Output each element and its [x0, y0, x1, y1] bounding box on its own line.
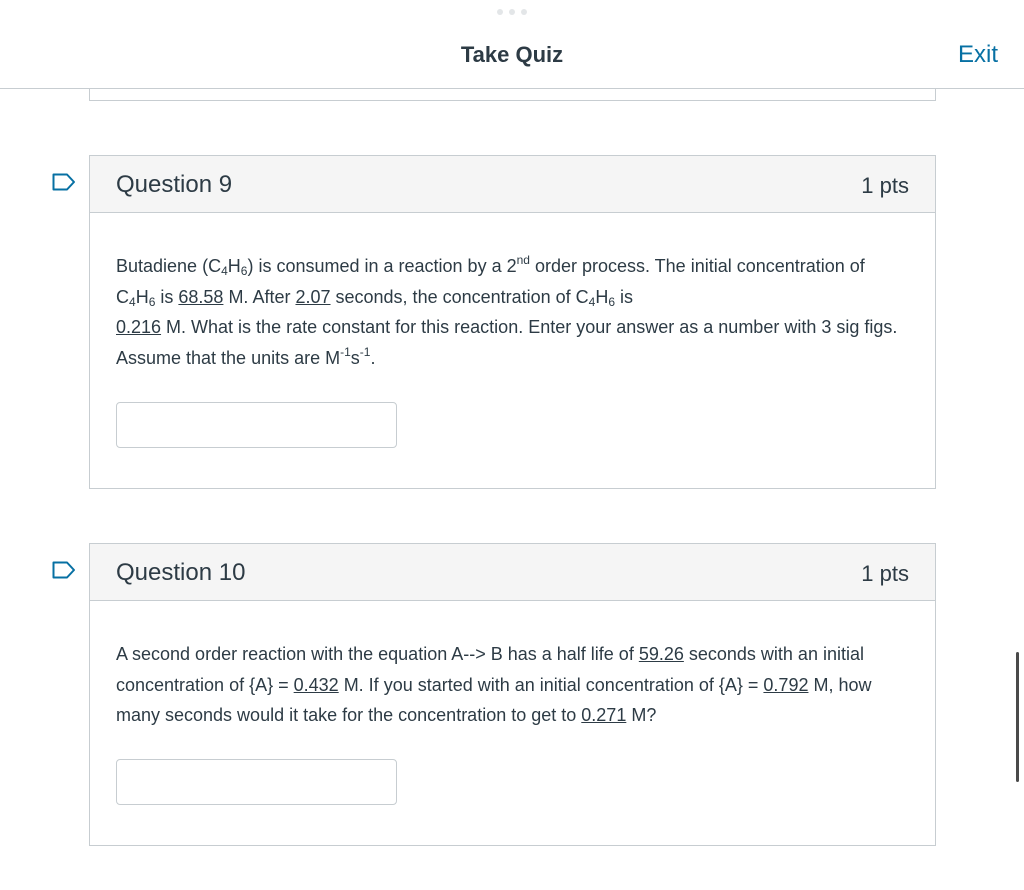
previous-question-card-bottom [89, 89, 936, 101]
drag-handle-icon[interactable] [497, 9, 527, 15]
page-title: Take Quiz [460, 42, 564, 67]
question-text: Butadiene $(C_4H_6)$ is consumed in a reaction by a 2nd order process. The initial concentration of $C_4H_6$ is 68.58 M. After 2.07 seconds, the concentration of $C_4H_6$ is 0.216 M. What is the rate constant for this reaction. Enter your answer as a number with 3 sig figs. Assume that the units are $M^{-1}s^{-1}$. [116, 253, 898, 368]
question-card-9 [89, 155, 936, 489]
question-points: 1 pts [861, 561, 909, 586]
exit-link[interactable]: Exit [957, 41, 998, 68]
question-header [90, 544, 935, 601]
answer-input[interactable] [116, 759, 397, 805]
flag-question-icon[interactable] [52, 173, 76, 191]
answer-input[interactable] [116, 402, 397, 448]
question-title: Question 10 [116, 559, 246, 586]
question-card-10 [89, 543, 936, 846]
question-points: 1 pts [861, 173, 909, 198]
flag-question-icon[interactable] [52, 561, 76, 579]
scrollbar-thumb[interactable] [1016, 652, 1019, 782]
quiz-header [0, 0, 1024, 89]
question-text: A second order reaction with the equation A--> B has a half life of 59.26 seconds with an initial concentration of {A} = 0.432 M. If you started with an initial concentration of {A} = 0.792 M, how many seconds would it take for the concentration to get to 0.271 M? [116, 644, 872, 725]
question-title: Question 9 [116, 171, 233, 198]
question-header [90, 156, 935, 213]
